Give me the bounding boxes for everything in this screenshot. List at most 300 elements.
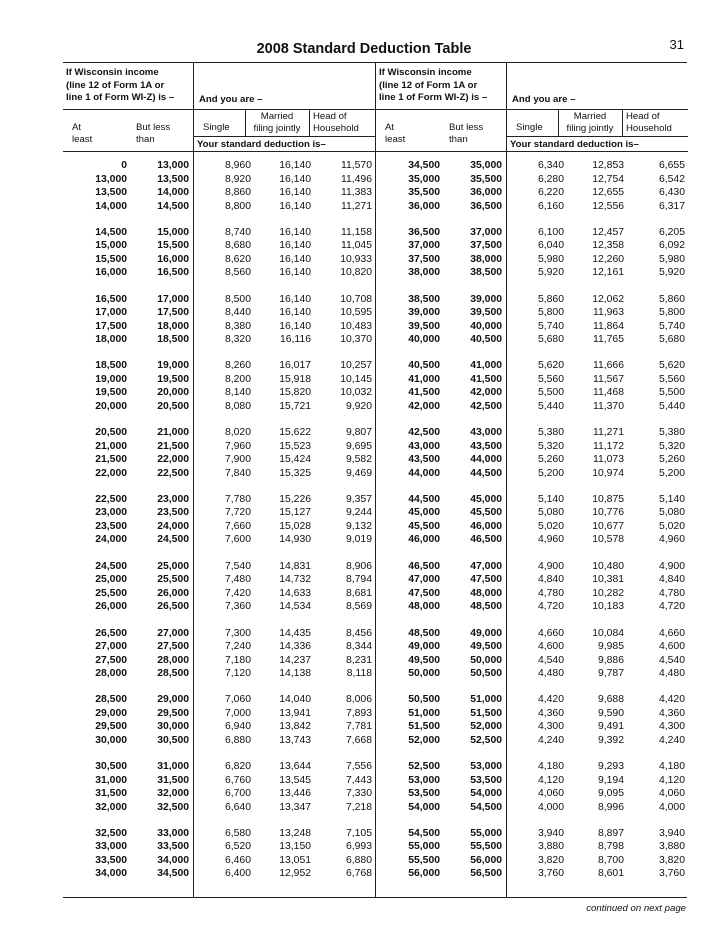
but-less-than-cell: 29,500	[157, 707, 189, 719]
but-less-than-cell: 41,500	[470, 373, 502, 385]
married-cell: 11,666	[592, 360, 624, 372]
head-of-household-cell: 10,370	[340, 334, 372, 346]
head-of-household-cell: 4,960	[658, 534, 685, 546]
married-cell: 9,491	[597, 721, 624, 733]
single-cell: 5,140	[537, 493, 564, 505]
single-cell: 4,840	[537, 574, 564, 586]
head-of-household-cell: 7,330	[345, 788, 372, 800]
married-cell: 15,127	[279, 507, 311, 519]
head-of-household-cell: 9,695	[345, 440, 372, 452]
row-group	[63, 226, 375, 293]
single-cell: 6,220	[537, 187, 564, 198]
income-header-line: If Wisconsin income	[66, 67, 159, 78]
table-row	[376, 840, 688, 854]
row-group	[63, 627, 375, 694]
table-row	[376, 493, 688, 507]
at-least-cell: 19,500	[95, 387, 127, 399]
at-least-cell: 22,500	[95, 493, 127, 505]
table-row	[376, 226, 688, 240]
single-cell: 4,600	[537, 641, 564, 653]
married-cell: 9,688	[597, 694, 624, 706]
page-title: 2008 Standard Deduction Table	[256, 41, 472, 57]
single-header: Single	[203, 122, 230, 133]
but-less-than-cell: 47,000	[470, 560, 502, 572]
at-least-cell: 36,000	[408, 200, 440, 212]
table-row	[63, 573, 375, 587]
at-least-cell: 13,500	[95, 187, 127, 198]
but-less-than-cell: 49,000	[470, 627, 502, 639]
married-cell: 10,282	[592, 587, 624, 599]
head-of-household-cell: 7,893	[345, 707, 372, 719]
married-cell: 10,480	[592, 560, 624, 572]
single-cell: 4,360	[537, 707, 564, 719]
table-row	[63, 506, 375, 520]
but-less-than-cell: 20,000	[157, 387, 189, 399]
head-of-household-cell: 7,781	[345, 721, 372, 733]
but-less-than-cell: 16,500	[157, 267, 189, 279]
table-half-right	[375, 63, 687, 897]
head-of-household-cell: 6,655	[658, 160, 685, 171]
row-group	[63, 693, 375, 760]
table-row	[63, 173, 375, 187]
married-cell: 14,435	[279, 627, 311, 639]
at-least-cell: 48,500	[408, 627, 440, 639]
at-least-cell: 17,500	[95, 320, 127, 332]
married-cell: 10,677	[592, 520, 624, 532]
married-cell: 16,140	[279, 160, 311, 171]
but-less-than-header	[449, 122, 483, 145]
table-row	[376, 867, 688, 881]
but-less-than-cell: 36,000	[470, 187, 502, 198]
at-least-cell: 18,500	[95, 360, 127, 372]
but-less-than-cell: 46,000	[470, 520, 502, 532]
but-less-than-header	[136, 122, 170, 145]
single-cell: 6,460	[224, 854, 251, 866]
table-row	[63, 587, 375, 601]
single-cell: 8,960	[224, 160, 251, 171]
at-least-cell: 42,000	[408, 400, 440, 412]
single-cell: 4,960	[537, 534, 564, 546]
but-less-than-cell: 50,000	[470, 654, 502, 666]
head-of-household-cell: 5,620	[658, 360, 685, 372]
head-of-household-cell: 11,383	[340, 187, 372, 198]
head-of-household-cell: 5,440	[658, 400, 685, 412]
table-row	[376, 774, 688, 788]
but-less-than-cell: 47,500	[470, 574, 502, 586]
head-of-household-cell: 4,420	[658, 694, 685, 706]
head-of-household-cell: 10,257	[340, 360, 372, 372]
head-of-household-cell: 5,140	[658, 493, 685, 505]
single-cell: 8,440	[224, 307, 251, 319]
head-of-household-cell: 5,260	[658, 454, 685, 466]
income-header-line: (line 12 of Form 1A or	[379, 79, 478, 91]
but-less-than-cell: 14,000	[157, 187, 189, 198]
at-least-cell: 30,500	[95, 761, 127, 773]
table-row	[63, 493, 375, 507]
table-row	[376, 600, 688, 614]
head-of-household-cell: 5,680	[658, 334, 685, 346]
but-less-than-cell: 53,000	[470, 761, 502, 773]
head-of-household-cell: 5,860	[658, 293, 685, 305]
but-less-than-cell: 21,500	[157, 440, 189, 452]
table-row	[376, 734, 688, 748]
table-row	[63, 467, 375, 481]
head-of-household-cell: 5,320	[658, 440, 685, 452]
but-less-than-cell: 15,000	[157, 226, 189, 238]
but-less-than-cell: 33,500	[157, 841, 189, 853]
married-cell: 14,040	[279, 694, 311, 706]
but-less-than-cell: 34,000	[157, 854, 189, 866]
but-less-than-cell: 39,500	[470, 307, 502, 319]
but-less-than-cell: 51,500	[470, 707, 502, 719]
head-of-household-header	[626, 111, 672, 134]
married-cell: 12,952	[279, 868, 311, 880]
table-row	[63, 293, 375, 307]
but-less-than-cell: 56,500	[470, 868, 502, 880]
single-cell: 3,820	[537, 854, 564, 866]
but-less-than-cell: 35,500	[470, 173, 502, 185]
table-row	[376, 253, 688, 267]
single-cell: 4,780	[537, 587, 564, 599]
single-cell: 4,300	[537, 721, 564, 733]
at-least-cell: 37,000	[408, 240, 440, 252]
married-cell: 10,381	[592, 574, 624, 586]
married-cell: 9,293	[597, 761, 624, 773]
at-least-line: least	[385, 133, 406, 145]
single-cell: 6,940	[224, 721, 251, 733]
married-cell: 13,150	[279, 841, 311, 853]
table-row	[376, 426, 688, 440]
married-cell: 14,534	[279, 601, 311, 613]
at-least-line: At	[72, 122, 82, 133]
table-row	[63, 854, 375, 868]
at-least-cell: 42,500	[408, 427, 440, 439]
at-least-cell: 21,500	[95, 454, 127, 466]
at-least-cell: 16,500	[95, 293, 127, 305]
head-of-household-cell: 10,483	[340, 320, 372, 332]
table-row	[376, 827, 688, 841]
married-line: filing jointly	[253, 122, 301, 134]
table-row	[376, 186, 688, 200]
table-row	[376, 627, 688, 641]
table-row	[63, 787, 375, 801]
head-of-household-cell: 4,120	[658, 774, 685, 786]
but-less-than-cell: 19,000	[157, 360, 189, 372]
head-of-household-cell: 7,556	[345, 761, 372, 773]
head-of-household-cell: 9,807	[345, 427, 372, 439]
table-row	[63, 560, 375, 574]
but-less-than-cell: 15,500	[157, 240, 189, 252]
but-less-than-cell: 28,000	[157, 654, 189, 666]
head-of-household-cell: 6,880	[345, 854, 372, 866]
head-of-household-cell: 4,300	[658, 721, 685, 733]
married-cell: 11,370	[592, 400, 624, 412]
married-header	[245, 111, 309, 134]
married-cell: 11,765	[592, 334, 624, 346]
but-less-than-cell: 50,500	[470, 668, 502, 680]
head-of-household-cell: 10,820	[340, 267, 372, 279]
table-row	[376, 707, 688, 721]
but-less-than-cell: 45,000	[470, 493, 502, 505]
header-rule	[376, 109, 688, 110]
at-least-cell: 41,500	[408, 387, 440, 399]
income-header-line: line 1 of Form WI-Z) is –	[379, 92, 488, 104]
at-least-cell: 43,000	[408, 440, 440, 452]
at-least-cell: 17,000	[95, 307, 127, 319]
married-cell: 9,886	[597, 654, 624, 666]
head-line: Household	[626, 122, 672, 134]
head-of-household-cell: 8,231	[345, 654, 372, 666]
continued-note: continued on next page	[586, 903, 686, 914]
table-row	[376, 720, 688, 734]
table-row	[376, 760, 688, 774]
at-least-cell: 51,500	[408, 721, 440, 733]
head-of-household-cell: 4,240	[658, 734, 685, 746]
head-of-household-cell: 11,158	[340, 226, 372, 238]
head-of-household-cell: 6,430	[658, 187, 685, 198]
head-of-household-cell: 10,145	[340, 373, 372, 385]
row-group	[376, 627, 688, 694]
head-of-household-header	[313, 111, 359, 134]
head-of-household-cell: 8,906	[345, 560, 372, 572]
at-least-cell: 32,000	[95, 801, 127, 813]
married-line: filing jointly	[566, 122, 614, 134]
but-less-than-cell: 55,500	[470, 841, 502, 853]
but-less-than-cell: 45,500	[470, 507, 502, 519]
table-half-left	[63, 63, 375, 897]
row-group	[376, 226, 688, 293]
but-less-than-line: than	[449, 133, 468, 145]
married-cell: 13,248	[279, 827, 311, 839]
married-cell: 16,140	[279, 307, 311, 319]
but-less-than-cell: 25,500	[157, 574, 189, 586]
single-cell: 3,880	[537, 841, 564, 853]
table-row	[63, 827, 375, 841]
married-cell: 14,336	[279, 641, 311, 653]
row-group	[63, 159, 375, 226]
but-less-than-cell: 52,500	[470, 734, 502, 746]
table-row	[376, 359, 688, 373]
at-least-cell: 37,500	[408, 253, 440, 265]
table-row	[376, 239, 688, 253]
at-least-cell: 16,000	[95, 267, 127, 279]
head-of-household-cell: 6,542	[658, 173, 685, 185]
at-least-cell: 54,000	[408, 801, 440, 813]
at-least-cell: 27,500	[95, 654, 127, 666]
single-cell: 3,940	[537, 827, 564, 839]
at-least-cell: 28,000	[95, 668, 127, 680]
but-less-than-cell: 24,000	[157, 520, 189, 532]
head-of-household-cell: 5,920	[658, 267, 685, 279]
single-cell: 5,260	[537, 454, 564, 466]
income-header	[379, 67, 487, 105]
but-less-than-cell: 23,500	[157, 507, 189, 519]
head-of-household-cell: 5,380	[658, 427, 685, 439]
but-less-than-cell: 32,000	[157, 788, 189, 800]
married-cell: 8,700	[597, 854, 624, 866]
at-least-cell: 21,000	[95, 440, 127, 452]
but-less-than-cell: 40,500	[470, 334, 502, 346]
single-cell: 5,380	[537, 427, 564, 439]
table-row	[63, 627, 375, 641]
married-cell: 10,084	[592, 627, 624, 639]
single-cell: 8,560	[224, 267, 251, 279]
head-line: Head of	[626, 111, 660, 122]
table-row	[63, 840, 375, 854]
single-cell: 4,900	[537, 560, 564, 572]
single-cell: 7,240	[224, 641, 251, 653]
married-cell: 16,017	[279, 360, 311, 372]
married-cell: 10,183	[592, 601, 624, 613]
single-cell: 5,980	[537, 253, 564, 265]
at-least-cell: 34,000	[95, 868, 127, 880]
married-cell: 12,260	[592, 253, 624, 265]
married-cell: 16,140	[279, 226, 311, 238]
at-least-cell: 47,000	[408, 574, 440, 586]
table-row	[63, 200, 375, 214]
but-less-than-cell: 25,000	[157, 560, 189, 572]
married-cell: 16,140	[279, 200, 311, 212]
table-row	[376, 386, 688, 400]
table-row	[376, 787, 688, 801]
table-row	[376, 587, 688, 601]
table-row	[63, 693, 375, 707]
table-row	[63, 426, 375, 440]
but-less-than-cell: 40,000	[470, 320, 502, 332]
married-cell: 12,161	[592, 267, 624, 279]
table-row	[63, 720, 375, 734]
but-less-than-cell: 38,000	[470, 253, 502, 265]
head-line: Household	[313, 122, 359, 134]
at-least-line: At	[385, 122, 395, 133]
table-row	[63, 867, 375, 881]
head-line: Head of	[313, 111, 347, 122]
but-less-than-cell: 13,500	[157, 173, 189, 185]
married-cell: 10,578	[592, 534, 624, 546]
single-cell: 5,740	[537, 320, 564, 332]
but-less-than-cell: 41,000	[470, 360, 502, 372]
but-less-than-cell: 17,500	[157, 307, 189, 319]
but-less-than-cell: 14,500	[157, 200, 189, 212]
head-of-household-cell: 4,600	[658, 641, 685, 653]
married-cell: 8,996	[597, 801, 624, 813]
head-of-household-cell: 11,271	[340, 200, 372, 212]
married-cell: 11,864	[592, 320, 624, 332]
at-least-cell: 33,000	[95, 841, 127, 853]
but-less-than-cell: 52,000	[470, 721, 502, 733]
single-cell: 8,500	[224, 293, 251, 305]
but-less-than-cell: 17,000	[157, 293, 189, 305]
married-cell: 12,754	[592, 173, 624, 185]
single-cell: 4,420	[537, 694, 564, 706]
married-cell: 9,095	[597, 788, 624, 800]
but-less-than-cell: 27,500	[157, 641, 189, 653]
single-cell: 4,480	[537, 668, 564, 680]
married-cell: 16,140	[279, 293, 311, 305]
married-cell: 12,556	[592, 200, 624, 212]
head-of-household-cell: 5,560	[658, 373, 685, 385]
at-least-cell: 44,500	[408, 493, 440, 505]
at-least-cell: 19,000	[95, 373, 127, 385]
but-less-than-cell: 19,500	[157, 373, 189, 385]
single-cell: 5,320	[537, 440, 564, 452]
single-cell: 5,020	[537, 520, 564, 532]
head-of-household-cell: 3,880	[658, 841, 685, 853]
income-header-line: line 1 of Form WI-Z) is –	[66, 92, 175, 104]
married-cell: 16,140	[279, 173, 311, 185]
single-cell: 7,420	[224, 587, 251, 599]
at-least-cell: 38,500	[408, 293, 440, 305]
married-cell: 16,140	[279, 187, 311, 198]
but-less-than-cell: 18,500	[157, 334, 189, 346]
but-less-than-cell: 13,000	[157, 160, 189, 171]
head-of-household-cell: 9,582	[345, 454, 372, 466]
table-row	[376, 333, 688, 347]
married-cell: 8,601	[597, 868, 624, 880]
single-cell: 7,120	[224, 668, 251, 680]
at-least-cell: 53,500	[408, 788, 440, 800]
table-row	[63, 760, 375, 774]
head-of-household-cell: 9,357	[345, 493, 372, 505]
but-less-than-cell: 22,000	[157, 454, 189, 466]
married-cell: 12,853	[592, 160, 624, 171]
but-less-than-cell: 56,000	[470, 854, 502, 866]
your-deduction-header: Your standard deduction is–	[197, 139, 326, 150]
table-row	[376, 467, 688, 481]
single-cell: 6,700	[224, 788, 251, 800]
married-cell: 16,140	[279, 267, 311, 279]
head-of-household-cell: 4,480	[658, 668, 685, 680]
income-header	[66, 67, 174, 105]
head-of-household-cell: 4,360	[658, 707, 685, 719]
married-line: Married	[260, 111, 294, 122]
table-row	[376, 533, 688, 547]
row-group	[63, 426, 375, 493]
single-cell: 5,440	[537, 400, 564, 412]
head-of-household-cell: 6,317	[658, 200, 685, 212]
single-cell: 5,620	[537, 360, 564, 372]
row-group	[376, 359, 688, 426]
but-less-than-cell: 34,500	[157, 868, 189, 880]
at-least-cell: 53,000	[408, 774, 440, 786]
head-of-household-cell: 9,920	[345, 400, 372, 412]
single-cell: 8,140	[224, 387, 251, 399]
single-cell: 7,180	[224, 654, 251, 666]
at-least-cell: 41,000	[408, 373, 440, 385]
at-least-cell: 20,000	[95, 400, 127, 412]
at-least-cell: 47,500	[408, 587, 440, 599]
row-group	[63, 760, 375, 827]
but-less-than-cell: 51,000	[470, 694, 502, 706]
table-body	[376, 159, 688, 894]
but-less-than-cell: 22,500	[157, 467, 189, 479]
single-cell: 6,100	[537, 226, 564, 238]
married-cell: 15,523	[279, 440, 311, 452]
single-cell: 6,880	[224, 734, 251, 746]
single-cell: 6,580	[224, 827, 251, 839]
at-least-cell: 46,000	[408, 534, 440, 546]
but-less-than-cell: 42,000	[470, 387, 502, 399]
single-cell: 6,340	[537, 160, 564, 171]
single-cell: 6,160	[537, 200, 564, 212]
single-cell: 8,800	[224, 200, 251, 212]
married-line: Married	[573, 111, 607, 122]
married-cell: 13,842	[279, 721, 311, 733]
single-cell: 5,860	[537, 293, 564, 305]
table-row	[63, 707, 375, 721]
at-least-cell: 32,500	[95, 827, 127, 839]
table-row	[376, 293, 688, 307]
